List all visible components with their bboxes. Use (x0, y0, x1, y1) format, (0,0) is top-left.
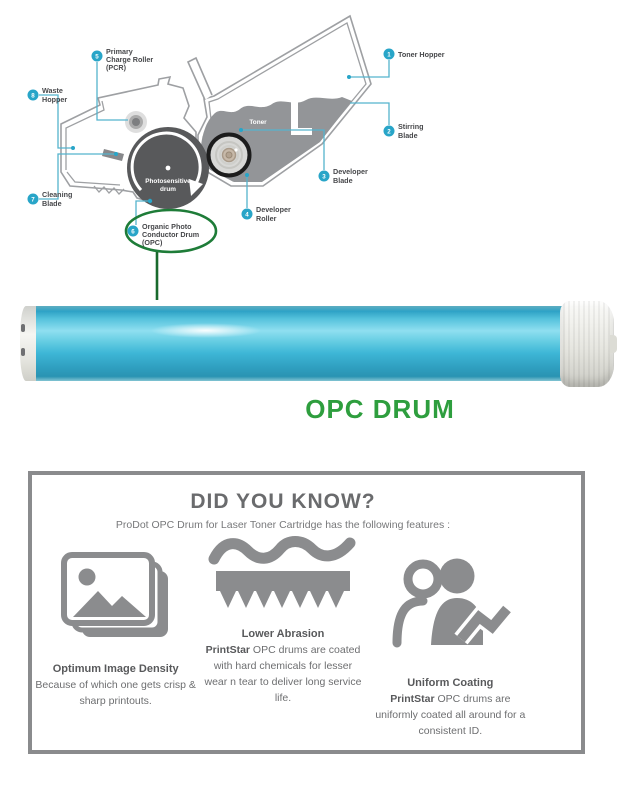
photosensitive-drum (127, 127, 209, 209)
box-title: DID YOU KNOW? (190, 490, 376, 513)
svg-text:Developer: Developer (256, 205, 291, 214)
svg-text:Conductor Drum: Conductor Drum (142, 230, 200, 239)
cartridge-cross-section-diagram (0, 0, 632, 300)
svg-text:6: 6 (131, 228, 135, 236)
drum-highlight (150, 323, 262, 338)
leader-2 (350, 103, 389, 125)
drum-gear-cap (560, 301, 614, 387)
image-density-icon (60, 551, 172, 648)
feature-heading: Lower Abrasion (241, 628, 325, 640)
svg-text:2: 2 (387, 128, 391, 136)
svg-text:Primary: Primary (106, 47, 133, 56)
toner-fill-chute (188, 58, 212, 100)
svg-text:Organic Photo: Organic Photo (142, 222, 192, 231)
svg-text:3: 3 (322, 173, 326, 181)
svg-text:Waste: Waste (42, 86, 63, 95)
drum-label-line2: drum (160, 186, 176, 193)
callout-developer-blade (319, 167, 368, 185)
svg-text:1: 1 (387, 51, 391, 59)
callout-cleaning-blade (28, 190, 73, 208)
svg-text:Stirring: Stirring (398, 122, 424, 131)
feature-body: Because of which one gets crisp & sharp printouts. (35, 679, 196, 707)
features-row (32, 533, 534, 739)
did-you-know-box (28, 471, 585, 754)
svg-text:8: 8 (31, 92, 35, 100)
feature-heading: Optimum Image Density (52, 663, 179, 675)
svg-text:(PCR): (PCR) (106, 63, 126, 72)
drum-left-rim (20, 306, 36, 381)
callout-opc-drum (128, 222, 200, 247)
opc-drum-photo (20, 301, 614, 387)
uniform-coating-people-icon (389, 549, 511, 654)
callout-developer-roller (242, 205, 291, 223)
opc-drum-caption: OPC DRUM (305, 394, 455, 424)
feature-body: PrintStar OPC drums are coated with hard chemicals for lesser wear n tear to deliver long service life. (204, 644, 362, 704)
drum-cylinder (34, 306, 566, 381)
feature-uniform-coating (367, 533, 534, 739)
box-subtitle: ProDot OPC Drum for Laser Toner Cartridge has the following features : (115, 519, 451, 531)
pcr-roller (125, 111, 147, 133)
feature-heading: Uniform Coating (407, 677, 494, 689)
feature-lower-abrasion (199, 533, 366, 739)
drum-label-line1: Photosensitive (145, 178, 191, 185)
svg-text:Blade: Blade (333, 176, 353, 185)
svg-text:Hopper: Hopper (42, 95, 68, 104)
callout-toner-hopper (384, 49, 445, 60)
svg-text:Developer: Developer (333, 167, 368, 176)
svg-text:Cleaning: Cleaning (42, 190, 73, 199)
drum-cap-nub (610, 335, 617, 353)
svg-text:Charge Roller: Charge Roller (106, 55, 154, 64)
svg-text:Blade: Blade (398, 131, 418, 140)
callout-primary-charge-roller (92, 47, 154, 72)
svg-text:7: 7 (31, 196, 35, 204)
svg-text:Roller: Roller (256, 214, 277, 223)
feature-image-density (32, 533, 199, 739)
svg-text:5: 5 (95, 53, 99, 61)
developer-roller (209, 135, 250, 176)
svg-text:Blade: Blade (42, 199, 62, 208)
feature-body: PrintStar OPC drums are uniformly coated all around for a consistent ID. (375, 693, 526, 737)
svg-text:4: 4 (245, 211, 249, 219)
abrasion-brush-icon (208, 535, 358, 624)
svg-text:Toner Hopper: Toner Hopper (398, 50, 445, 59)
callout-waste-hopper (28, 86, 68, 104)
toner-label: Toner (249, 119, 267, 126)
svg-text:(OPC): (OPC) (142, 238, 163, 247)
